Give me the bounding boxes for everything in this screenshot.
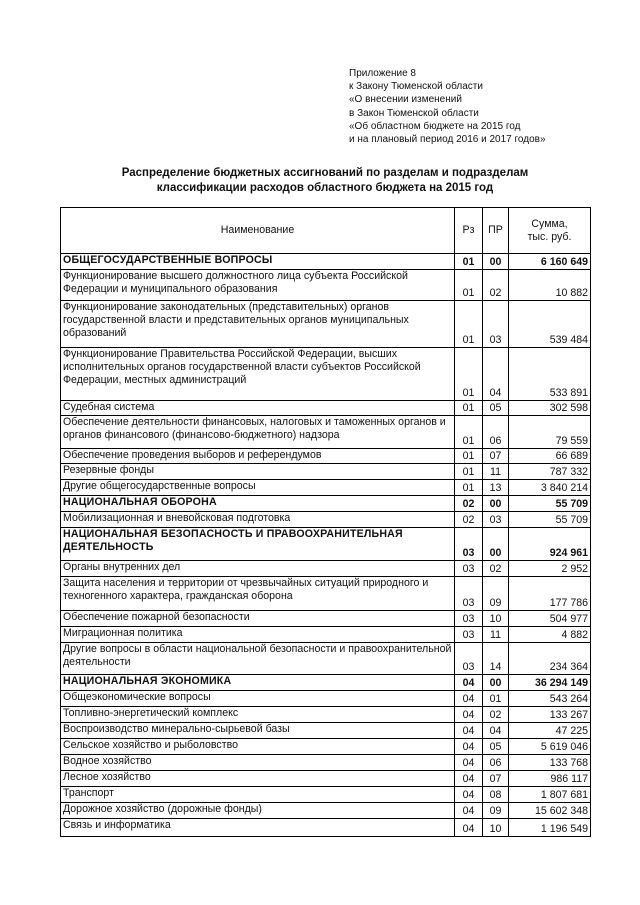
row-sum: 1 196 549 [509,819,591,837]
table-row [61,771,591,787]
table-row [61,691,591,707]
row-name: Обеспечение пожарной безопасности [61,611,455,627]
section-row [61,675,591,691]
row-name: Воспроизводство минерально-сырьевой базы [61,723,455,739]
row-rz: 01 [455,254,483,270]
table-row [61,755,591,771]
table-row [61,707,591,723]
row-pr: 00 [483,675,509,691]
row-rz: 04 [455,787,483,803]
row-rz: 04 [455,691,483,707]
row-pr: 11 [483,627,509,643]
table-row [61,723,591,739]
row-name: Функционирование высшего должностного лица субъекта Российской Федерации и муниципального образования [61,270,455,301]
row-pr: 11 [483,464,509,480]
table-header-row [61,208,591,254]
row-pr: 13 [483,480,509,496]
row-rz: 04 [455,739,483,755]
row-sum: 533 891 [509,348,591,401]
row-sum: 504 977 [509,611,591,627]
appendix-line: «О внесении изменений [349,94,462,106]
row-pr: 02 [483,270,509,301]
row-sum: 55 709 [509,512,591,528]
document-title [60,166,590,196]
row-pr: 05 [483,401,509,416]
row-pr: 07 [483,449,509,464]
row-name: Обеспечение проведения выборов и референдумов [61,449,455,464]
row-rz: 01 [455,480,483,496]
table-row [61,348,591,401]
row-pr: 01 [483,691,509,707]
row-sum: 10 882 [509,270,591,301]
row-name: Общеэкономические вопросы [61,691,455,707]
appendix-line: «Об областном бюджете на 2015 год [349,120,521,132]
row-rz: 03 [455,643,483,675]
row-name: Функционирование законодательных (представительных) органов государственной власти и представительных органов муниципальных образований [61,301,455,348]
row-sum: 2 952 [509,561,591,577]
row-sum: 15 602 348 [509,803,591,819]
table-row [61,270,591,301]
row-name: Другие вопросы в области национальной безопасности и правоохранительной деятельности [61,643,455,675]
appendix-line: в Закон Тюменской области [349,107,479,119]
row-pr: 04 [483,348,509,401]
row-name: Связь и информатика [61,819,455,837]
section-row [61,528,591,561]
row-sum: 47 225 [509,723,591,739]
row-pr: 07 [483,771,509,787]
table-row [61,480,591,496]
row-sum: 986 117 [509,771,591,787]
header-sum [509,208,591,254]
row-pr: 09 [483,577,509,611]
row-name: НАЦИОНАЛЬНАЯ ЭКОНОМИКА [61,675,455,691]
row-pr: 00 [483,496,509,512]
row-pr: 00 [483,254,509,270]
row-pr: 02 [483,561,509,577]
row-pr: 06 [483,416,509,449]
table-row [61,627,591,643]
appendix-line: и на плановый период 2016 и 2017 годов» [349,134,546,146]
row-pr: 04 [483,723,509,739]
table-row [61,803,591,819]
row-rz: 02 [455,512,483,528]
row-sum: 66 689 [509,449,591,464]
table-row [61,561,591,577]
section-row [61,496,591,512]
row-pr: 06 [483,755,509,771]
row-sum: 539 484 [509,301,591,348]
table-row [61,643,591,675]
row-sum: 5 619 046 [509,739,591,755]
row-pr: 09 [483,803,509,819]
row-name: ОБЩЕГОСУДАРСТВЕННЫЕ ВОПРОСЫ [61,254,455,270]
row-name: Другие общегосударственные вопросы [61,480,455,496]
row-pr: 03 [483,512,509,528]
row-name: Сельское хозяйство и рыболовство [61,739,455,755]
row-sum: 133 768 [509,755,591,771]
title-line: классификации расходов областного бюджета на 2015 год [156,182,494,194]
row-sum: 4 882 [509,627,591,643]
row-rz: 04 [455,803,483,819]
appendix-line: Приложение 8 [349,68,416,79]
budget-table [60,207,591,837]
row-rz: 01 [455,464,483,480]
row-pr: 08 [483,787,509,803]
row-name: Топливно-энергетический комплекс [61,707,455,723]
row-sum: 3 840 214 [509,480,591,496]
header-sum-line: тыс. руб. [527,230,572,243]
row-name: Мобилизационная и вневойсковая подготовка [61,512,455,528]
title-line: Распределение бюджетных ассигнований по разделам и подразделам [121,167,529,179]
row-pr: 02 [483,707,509,723]
table-row [61,416,591,449]
row-rz: 02 [455,496,483,512]
row-pr: 10 [483,819,509,837]
row-sum: 787 332 [509,464,591,480]
row-rz: 01 [455,449,483,464]
row-name: Органы внутренних дел [61,561,455,577]
row-rz: 04 [455,723,483,739]
row-sum: 55 709 [509,496,591,512]
row-sum: 177 786 [509,577,591,611]
row-name: Защита населения и территории от чрезвычайных ситуаций природного и техногенного характера, гражданская оборона [61,577,455,611]
table-row [61,464,591,480]
table-row [61,819,591,837]
row-rz: 01 [455,416,483,449]
header-rz: Рз [455,208,483,254]
row-rz: 03 [455,561,483,577]
row-rz: 01 [455,270,483,301]
table-row [61,577,591,611]
table-row [61,401,591,416]
table-row [61,301,591,348]
row-sum: 234 364 [509,643,591,675]
table-body [61,254,591,837]
row-name: Резервные фонды [61,464,455,480]
header-sum-line: Сумма, [531,217,568,230]
row-pr: 10 [483,611,509,627]
table-row [61,787,591,803]
row-pr: 00 [483,528,509,561]
table-row [61,449,591,464]
row-name: Водное хозяйство [61,755,455,771]
row-name: Судебная система [61,401,455,416]
section-row [61,254,591,270]
header-name: Наименование [61,208,455,254]
row-rz: 03 [455,577,483,611]
row-rz: 04 [455,755,483,771]
row-name: Транспорт [61,787,455,803]
row-rz: 01 [455,401,483,416]
row-rz: 03 [455,611,483,627]
row-rz: 04 [455,771,483,787]
row-sum: 302 598 [509,401,591,416]
row-sum: 924 961 [509,528,591,561]
row-rz: 03 [455,627,483,643]
row-sum: 79 559 [509,416,591,449]
row-sum: 36 294 149 [509,675,591,691]
table-row [61,611,591,627]
row-rz: 01 [455,301,483,348]
row-pr: 05 [483,739,509,755]
table-row [61,512,591,528]
row-name: НАЦИОНАЛЬНАЯ БЕЗОПАСНОСТЬ И ПРАВООХРАНИТЕЛЬНАЯ ДЕЯТЕЛЬНОСТЬ [61,528,455,561]
row-name: Функционирование Правительства Российской Федерации, высших исполнительных органов государственной власти субъектов Российской Федерации, местных администраций [61,348,455,401]
row-sum: 543 264 [509,691,591,707]
row-name: Миграционная политика [61,627,455,643]
header-pr: ПР [483,208,509,254]
row-rz: 04 [455,707,483,723]
row-name: Лесное хозяйство [61,771,455,787]
row-sum: 133 267 [509,707,591,723]
row-sum: 6 160 649 [509,254,591,270]
row-name: НАЦИОНАЛЬНАЯ ОБОРОНА [61,496,455,512]
row-rz: 03 [455,528,483,561]
row-rz: 04 [455,675,483,691]
table-row [61,739,591,755]
row-name: Дорожное хозяйство (дорожные фонды) [61,803,455,819]
appendix-note [349,67,546,146]
row-name: Обеспечение деятельности финансовых, налоговых и таможенных органов и органов финансового (финансово-бюджетного) надзора [61,416,455,449]
row-rz: 01 [455,348,483,401]
appendix-line: к Закону Тюменской области [349,81,483,93]
row-sum: 1 807 681 [509,787,591,803]
row-pr: 14 [483,643,509,675]
row-rz: 04 [455,819,483,837]
row-pr: 03 [483,301,509,348]
